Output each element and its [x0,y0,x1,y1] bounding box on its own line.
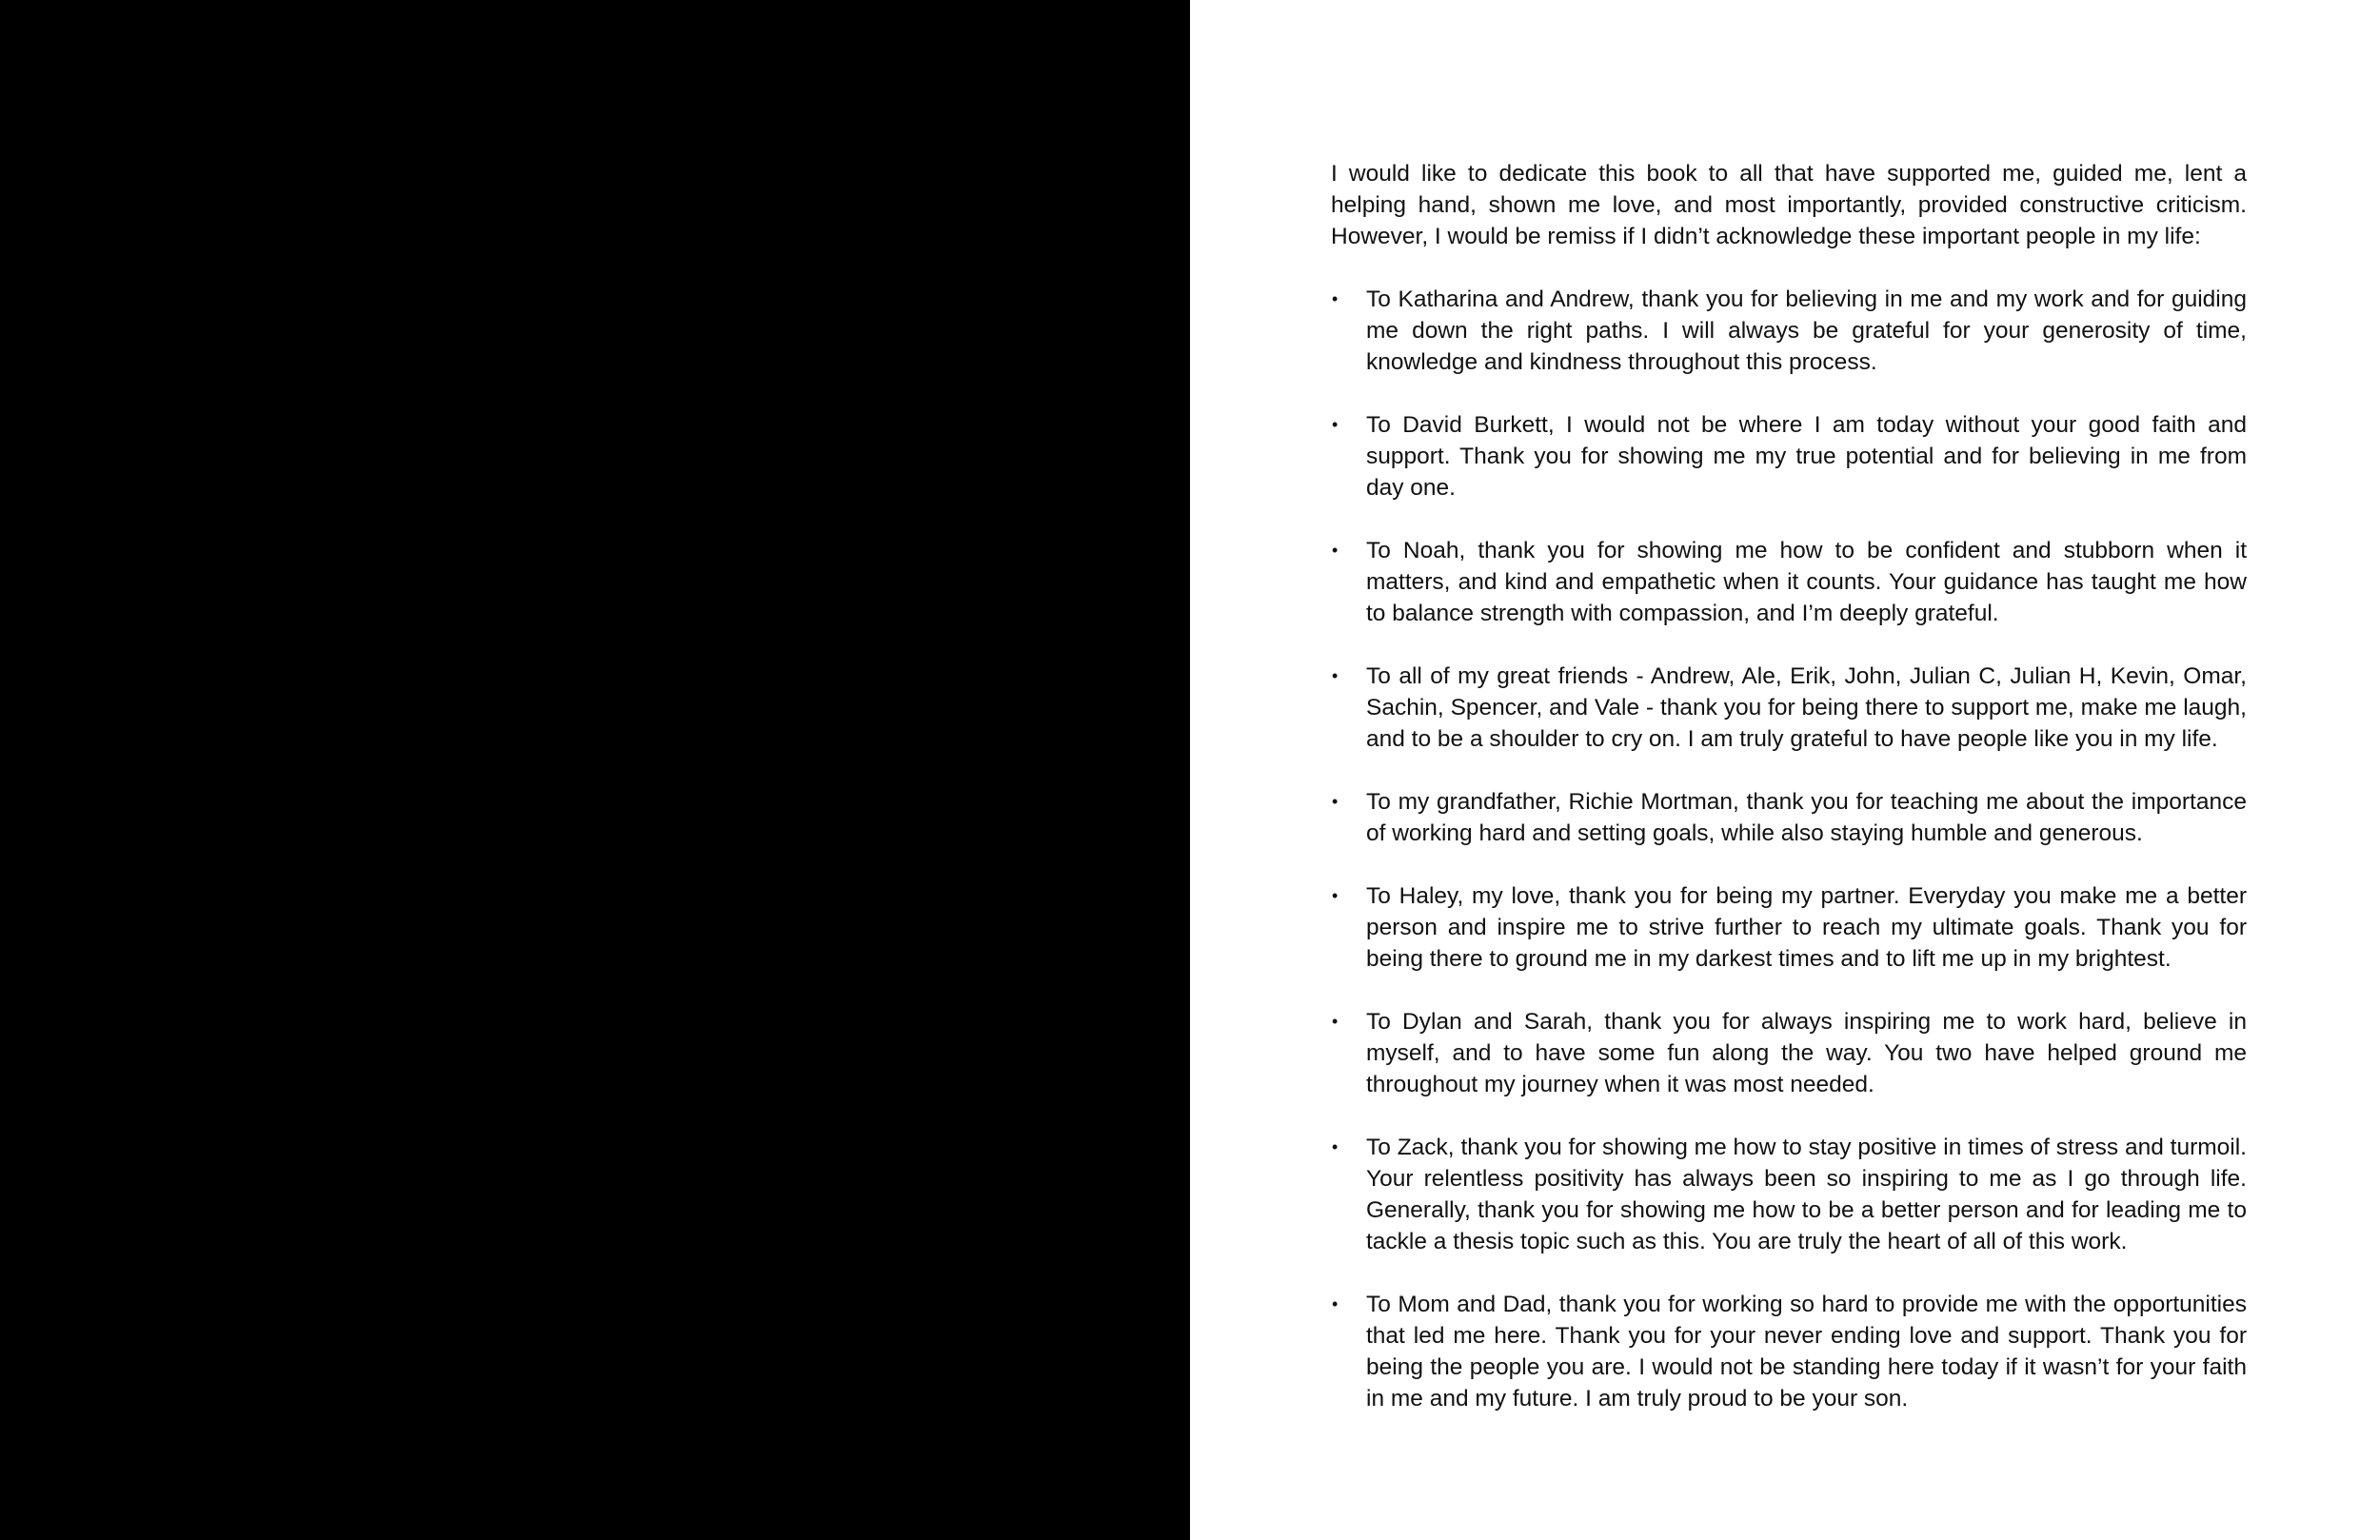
list-item-text: To David Burkett, I would not be where I am today without your good faith and support. Thank you for showing me my true potential and for believing in me from day one. [1366,412,2247,501]
dedication-text [1331,158,2247,1446]
list-item-text: To Mom and Dad, thank you for working so hard to provide me with the opportunities that led me here. Thank you for your never ending love and support. Thank you for being the people you are. I would not be standing here today if it wasn’t for your faith in me and my future. I am truly proud to be your son. [1366,1292,2247,1412]
list-item-text: To my grandfather, Richie Mortman, thank you for teaching me about the importance of working hard and setting goals, while also staying humble and generous. [1366,789,2247,846]
bullet-icon: • [1332,792,1339,811]
right-page [1190,0,2380,1540]
bullet-icon: • [1332,1012,1339,1031]
list-item-text: To Dylan and Sarah, thank you for always inspiring me to work hard, believe in myself, and to have some fun along the way. You two have helped ground me throughout my journey when it was most needed. [1366,1009,2247,1097]
bullet-icon: • [1332,1137,1339,1156]
list-item [1331,1006,2247,1100]
list-item [1331,661,2247,755]
list-item [1331,1132,2247,1257]
bullet-icon: • [1332,541,1339,560]
list-item-text: To Noah, thank you for showing me how to be confident and stubborn when it matters, and kind and empathetic when it counts. Your guidance has taught me how to balance strength with compassion, and I’m deeply grateful. [1366,538,2247,626]
bullet-icon: • [1332,289,1339,308]
list-item [1331,880,2247,975]
dedication-list [1331,284,2247,1414]
list-item-text: To all of my great friends - Andrew, Ale, Erik, John, Julian C, Julian H, Kevin, Omar, Sachin, Spencer, and Vale - thank you for being there to support me, make me laugh, and to be a shoulder to cry on. I am truly grateful to have people like you in my life. [1366,663,2247,752]
list-item [1331,535,2247,629]
bullet-icon: • [1332,1294,1339,1313]
list-item [1331,284,2247,378]
list-item [1331,409,2247,503]
bullet-icon: • [1332,666,1339,685]
list-item-text: To Katharina and Andrew, thank you for believing in me and my work and for guiding me down the right paths. I will always be grateful for your generosity of time, knowledge and kindness throughout this process. [1366,286,2247,375]
bullet-icon: • [1332,415,1339,434]
list-item-text: To Zack, thank you for showing me how to stay positive in times of stress and turmoil. Your relentless positivity has always been so inspiring to me as I go through life. Generally, thank you for showing me how to be a better person and for leading me to tackle a thesis topic such as this. You are truly the heart of all of this work. [1366,1135,2247,1254]
list-item [1331,1289,2247,1414]
list-item [1331,786,2247,849]
list-item-text: To Haley, my love, thank you for being my partner. Everyday you make me a better person and inspire me to strive further to reach my ultimate goals. Thank you for being there to ground me in my darkest times and to lift me up in my brightest. [1366,883,2247,972]
dedication-intro: I would like to dedicate this book to all that have supported me, guided me, lent a helping hand, shown me love, and most importantly, provided constructive criticism. However, I would be remiss if I didn’t acknowledge these important people in my life: [1331,161,2247,249]
bullet-icon: • [1332,886,1339,905]
